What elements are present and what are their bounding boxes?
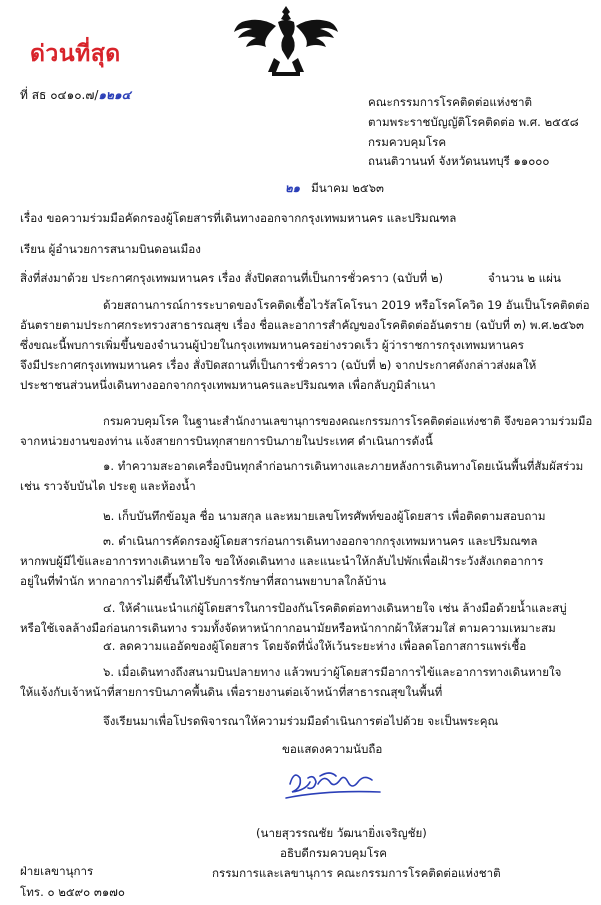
document-date (285, 181, 384, 195)
signer-title-2: กรรมการและเลขานุการ คณะกรรมการโรคติดต่อแห่งชาติ (212, 866, 501, 880)
item-3-line-3: อยู่ในที่พำนัก หากอาการไม่ดีขึ้นให้ไปรับการรักษาที่สถานพยาบาลใกล้บ้าน (20, 574, 386, 588)
signer-title-1: อธิบดีกรมควบคุมโรค (280, 846, 388, 860)
body1-line-5: ประชาชนส่วนหนึ่งเดินทางออกจากกรุงเทพมหานครและปริมณฑล เพื่อกลับภูมิลำเนา (20, 378, 436, 392)
item-4-line-1: ๔. ให้คำแนะนำแก่ผู้โดยสารในการป้องกันโรคติดต่อทางเดินหายใจ เช่น ล้างมือด้วยน้ำและสบู่ (103, 601, 567, 615)
attachment-line: สิ่งที่ส่งมาด้วย ประกาศกรุงเทพมหานคร เรื่อง สั่งปิดสถานที่เป็นการชั่วคราว (ฉบับที่ ๒) (20, 271, 444, 285)
handwritten-signature (280, 754, 390, 814)
urgency-stamp: ด่วนที่สุด (30, 41, 121, 67)
item-1-line-2: เช่น ราวจับบันได ประตู และห้องน้ำ (20, 479, 196, 493)
item-6-line-1: ๖. เมื่อเดินทางถึงสนามบินปลายทาง แล้วพบว่าผู้โดยสารมีอาการไข้และอาการทางเดินหายใจ (103, 665, 562, 679)
item-4-line-2: หรือใช้เจลล้างมือก่อนการเดินทาง รวมทั้งจัดหาหน้ากากอนามัยหรือหน้ากากผ้าให้สวมใส่ ตามความเหมาะสม (20, 621, 556, 635)
document-number (20, 86, 131, 105)
signer-name: (นายสุวรรณชัย วัฒนายิ่งเจริญชัย) (256, 826, 427, 840)
footer-department: ฝ่ายเลขานุการ (20, 864, 94, 878)
regards-line: ขอแสดงความนับถือ (282, 742, 383, 756)
sender-line-2: ตามพระราชบัญญัติโรคติดต่อ พ.ศ. ๒๕๕๘ (368, 115, 579, 129)
item-5: ๕. ลดความแออัดของผู้โดยสาร โดยจัดที่นั่งให้เว้นระยะห่าง เพื่อลดโอกาสการแพร่เชื้อ (103, 639, 527, 653)
body1-line-1: ด้วยสถานการณ์การระบาดของโรคติดเชื้อไวรัสโคโรนา 2019 หรือโรคโควิด 19 อันเป็นโรคติดต่อ (103, 298, 590, 312)
subject-line: เรื่อง ขอความร่วมมือคัดกรองผู้โดยสารที่เดินทางออกจากกรุงเทพมหานคร และปริมณฑล (20, 211, 457, 225)
closing-line: จึงเรียนมาเพื่อโปรดพิจารณาให้ความร่วมมือดำเนินการต่อไปด้วย จะเป็นพระคุณ (103, 714, 499, 728)
body2-line-1: กรมควบคุมโรค ในฐานะสำนักงานเลขานุการของคณะกรรมการโรคติดต่อแห่งชาติ จึงขอความร่วมมือ (103, 414, 593, 428)
item-3-line-1: ๓. ดำเนินการคัดกรองผู้โดยสารก่อนการเดินทางออกจากกรุงเทพมหานคร และปริมณฑล (103, 534, 538, 548)
garuda-emblem (228, 2, 344, 82)
sender-line-4: ถนนติวานนท์ จังหวัดนนทบุรี ๑๑๐๐๐ (368, 154, 550, 168)
attachment-count: จำนวน ๒ แผ่น (488, 271, 561, 285)
sender-line-3: กรมควบคุมโรค (368, 135, 447, 149)
body1-line-3: ซึ่งขณะนี้พบการเพิ่มขึ้นของจำนวนผู้ป่วยในกรุงเทพมหานครอย่างรวดเร็ว ผู้ว่าราชการกรุงเทพมหานคร (20, 338, 524, 352)
body1-line-2: อันตรายตามประกาศกระทรวงสาธารณสุข เรื่อง ชื่อและอาการสำคัญของโรคติดต่ออันตราย (ฉบับที่ ๓) พ.ศ.๒๕๖๓ (20, 318, 584, 332)
sender-line-1: คณะกรรมการโรคติดต่อแห่งชาติ (368, 95, 533, 109)
item-3-line-2: หากพบผู้มีไข้และอาการทางเดินหายใจ ขอให้งดเดินทาง และแนะนำให้กลับไปพักเพื่อเฝ้าระวังสังเกตอาการ (20, 554, 544, 568)
body2-line-2: จากหน่วยงานของท่าน แจ้งสายการบินทุกสายการบินภายในประเทศ ดำเนินการดังนี้ (20, 434, 433, 448)
date-day-handwritten: ๒๑ (285, 181, 301, 195)
document-number-prefix: ที่ สธ ๐๔๑๐.๗/ (20, 88, 99, 102)
item-1-line-1: ๑. ทำความสะอาดเครื่องบินทุกลำก่อนการเดินทางและภายหลังการเดินทางโดยเน้นพื้นที่สัมผัสร่วม (103, 459, 584, 473)
recipient-line: เรียน ผู้อำนวยการสนามบินดอนเมือง (20, 242, 201, 256)
footer-telephone: โทร. ๐ ๒๕๙๐ ๓๑๗๐ (20, 885, 125, 899)
item-6-line-2: ให้แจ้งกับเจ้าหน้าที่สายการบินภาคพื้นดิน เพื่อรายงานต่อเจ้าหน้าที่สาธารณสุขในพื้นที่ (20, 685, 443, 699)
body1-line-4: จึงมีประกาศกรุงเทพมหานคร เรื่อง สั่งปิดสถานที่เป็นการชั่วคราว (ฉบับที่ ๒) จากประกาศดังกล่าวส่งผลให้ (20, 358, 537, 372)
date-month-year: มีนาคม ๒๕๖๓ (311, 181, 384, 195)
item-2: ๒. เก็บบันทึกข้อมูล ชื่อ นามสกุล และหมายเลขโทรศัพท์ของผู้โดยสาร เพื่อติดตามสอบถาม (103, 509, 546, 523)
document-number-handwritten: ๑๒๑๔ (98, 88, 131, 102)
